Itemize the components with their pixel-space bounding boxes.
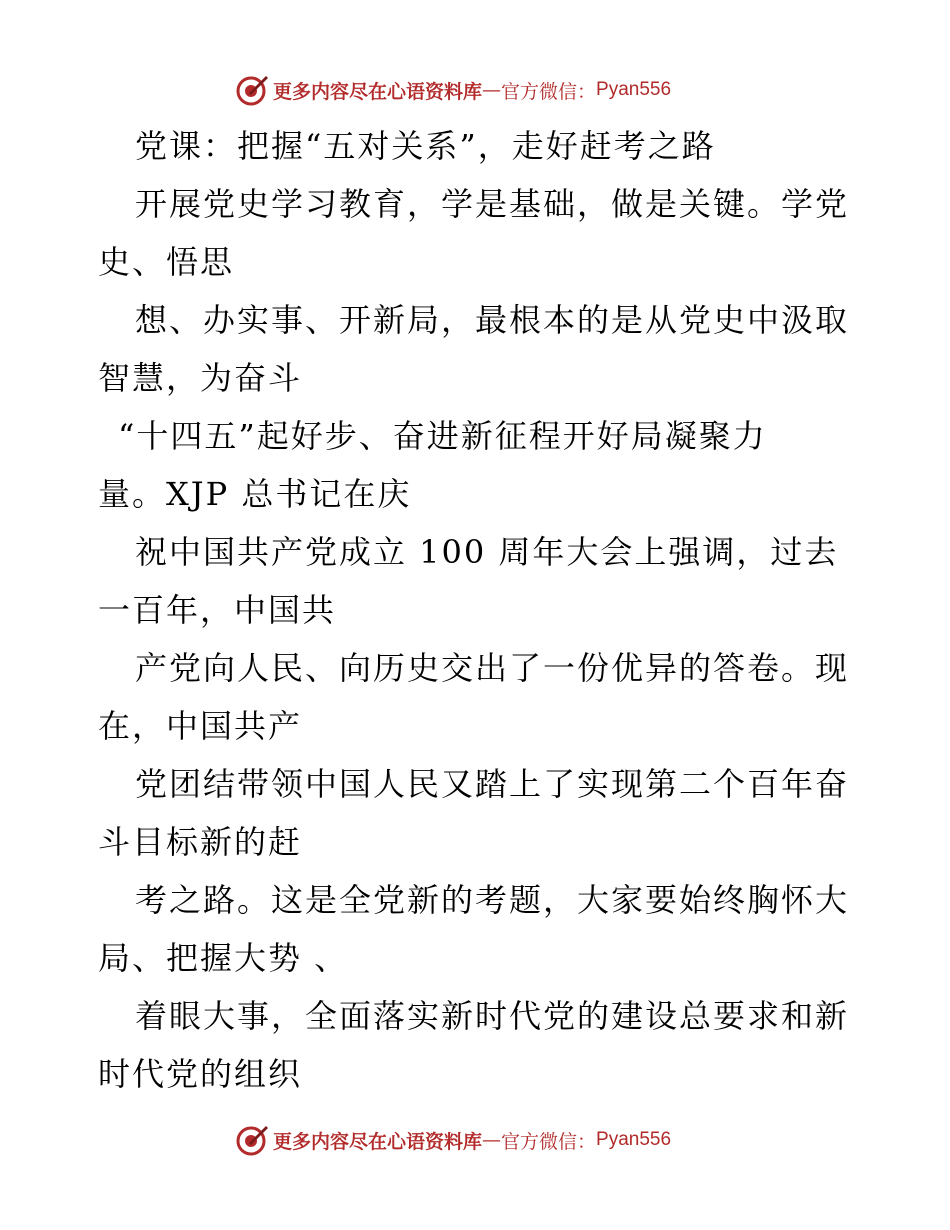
banner-wechat-label: 官方微信：	[501, 80, 597, 103]
text-line: 斗目标新的赶	[98, 823, 303, 861]
banner-dash: —	[482, 79, 502, 101]
text-line: 史、悟思	[98, 243, 235, 281]
text-line: 考之路。这是全党新的考题，大家要始终胸怀大	[135, 881, 850, 919]
text-line: 在，中国共产	[98, 707, 303, 745]
text-line: “十四五”起好步、奋进新征程开好局凝聚力	[118, 417, 767, 455]
text-line: 开展党史学习教育，学是基础，做是关键。学党	[135, 185, 850, 223]
text-line: 智慧，为奋斗	[98, 359, 303, 397]
text-line: 一百年，中国共	[98, 591, 337, 629]
text-line: 党团结带领中国人民又踏上了实现第二个百年奋	[135, 765, 850, 803]
text-line: 祝中国共产党成立 100 周年大会上强调，过去	[135, 533, 839, 571]
banner-wechat-id: Pyan556	[596, 1129, 672, 1150]
text-line: 量。XJP 总书记在庆	[98, 475, 412, 513]
quill-logo-icon	[235, 73, 269, 107]
text-line: 局、把握大势 、	[98, 939, 349, 977]
text-line: 想、办实事、开新局，最根本的是从党史中汲取	[135, 301, 850, 339]
banner-dash: —	[482, 1129, 502, 1151]
doc-title: 党课：把握“五对关系”，走好赶考之路	[135, 127, 716, 165]
text-line: 着眼大事，全面落实新时代党的建设总要求和新	[135, 997, 850, 1035]
banner-wechat-id: Pyan556	[596, 79, 672, 100]
quill-logo-icon	[235, 1123, 269, 1157]
text-line: 产党向人民、向历史交出了一份优异的答卷。现	[135, 649, 850, 687]
banner-title: 更多内容尽在心语资料库	[273, 80, 483, 103]
banner-title: 更多内容尽在心语资料库	[273, 1130, 483, 1153]
text-line: 时代党的组织	[98, 1055, 303, 1093]
banner-wechat-label: 官方微信：	[501, 1130, 597, 1153]
header-banner	[235, 71, 671, 109]
footer-banner	[235, 1121, 671, 1159]
